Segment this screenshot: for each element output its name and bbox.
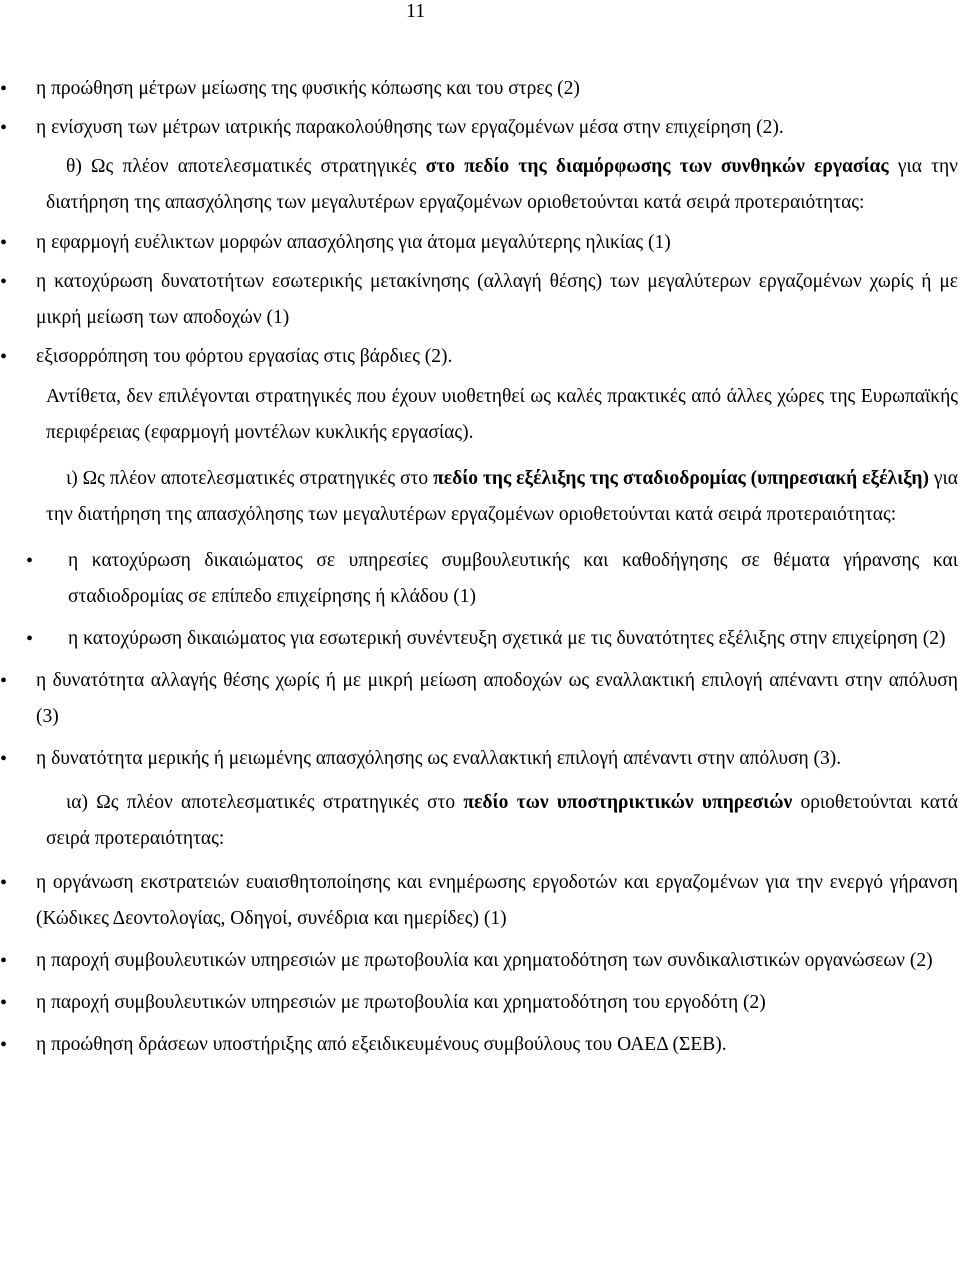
list-item: • η κατοχύρωση δικαιώματος για εσωτερική συνέντευξη σχετικά με τις δυνατότητες εξέλιξης στην επιχείρηση (2) — [0, 621, 960, 657]
section-iota — [0, 461, 960, 533]
section-theta — [0, 149, 960, 221]
section-iota-lead: ι) Ως πλέον αποτελεσματικές στρατηγικές στο — [66, 468, 434, 489]
section-theta-bold: στο πεδίο της διαμόρφωσης των συνθηκών εργασίας — [425, 156, 889, 177]
list-item: • η δυνατότητα μερικής ή μειωμένης απασχόλησης ως εναλλακτική επιλογή απέναντι στην απόλυση (3). — [0, 741, 960, 777]
section-ia-bold: πεδίο των υποστηρικτικών υπηρεσιών — [463, 792, 793, 813]
list-item: • η προώθηση μέτρων μείωσης της φυσικής κόπωσης και του στρες (2) — [0, 71, 960, 107]
list-item: • η δυνατότητα αλλαγής θέσης χωρίς ή με μικρή μείωση αποδοχών ως εναλλακτική επιλογή απέναντι στην απόλυση (3) — [0, 663, 960, 735]
list-item: • η παροχή συμβουλευτικών υπηρεσιών με πρωτοβουλία και χρηματοδότηση των συνδικαλιστικών οργανώσεων (2) — [0, 943, 960, 979]
section-iota-rest: για την διατήρηση της απασχόλησης των μεγαλυτέρων εργαζομένων οριοθετούνται κατά σειρά προτεραιότητας: — [46, 468, 958, 525]
section-ia-rest: οριοθετούνται κατά σειρά προτεραιότητας: — [46, 792, 959, 849]
list-item: • η κατοχύρωση δικαιώματος σε υπηρεσίες συμβουλευτικής και καθοδήγησης σε θέματα γήρανσης και σταδιοδρομίας σε επίπεδο επιχείρησης ή κλάδου (1) — [0, 543, 960, 615]
paragraph-contrast: Αντίθετα, δεν επιλέγονται στρατηγικές που έχουν υιοθετηθεί ως καλές πρακτικές από άλλες χώρες της Ευρωπαϊκής περιφέρειας (εφαρμογή μοντέλων κυκλικής εργασίας). — [46, 386, 958, 443]
list-item: • η κατοχύρωση δυνατοτήτων εσωτερικής μετακίνησης (αλλαγή θέσης) των μεγαλύτερων εργαζομένων χωρίς ή με μικρή μείωση των αποδοχών (1) — [0, 264, 960, 336]
section-iota-bold: πεδίο της εξέλιξης της σταδιοδρομίας (υπηρεσιακή εξέλιξη) — [433, 468, 929, 489]
list-item: • η οργάνωση εκστρατειών ευαισθητοποίησης και ενημέρωσης εργοδοτών και εργαζομένων για την ενεργό γήρανση (Κώδικες Δεοντολογίας, Οδηγοί, συνέδρια και ημερίδες) (1) — [0, 865, 960, 937]
list-item: • η προώθηση δράσεων υποστήριξης από εξειδικευμένους συμβούλους του ΟΑΕΔ (ΣΕΒ). — [0, 1027, 960, 1063]
section-ia-lead: ια) Ως πλέον αποτελεσματικές στρατηγικές στο — [66, 792, 464, 813]
list-item: • η εφαρμογή ευέλικτων μορφών απασχόλησης για άτομα μεγαλύτερης ηλικίας (1) — [0, 225, 960, 261]
document-body — [0, 71, 960, 1066]
section-theta-lead: θ) Ως πλέον αποτελεσματικές στρατηγικές — [66, 156, 426, 177]
list-item: • η ενίσχυση των μέτρων ιατρικής παρακολούθησης των εργαζομένων μέσα στην επιχείρηση (2). — [0, 110, 960, 146]
list-item: • η παροχή συμβουλευτικών υπηρεσιών με πρωτοβουλία και χρηματοδότηση του εργοδότη (2) — [0, 985, 960, 1021]
section-theta-rest: για την διατήρηση της απασχόλησης των μεγαλυτέρων εργαζομένων οριοθετούνται κατά σειρά προτεραιότητας: — [46, 156, 958, 213]
list-item: • εξισορρόπηση του φόρτου εργασίας στις βάρδιες (2). — [0, 339, 960, 375]
page-number: 11 — [406, 0, 426, 22]
section-ia — [0, 785, 960, 857]
